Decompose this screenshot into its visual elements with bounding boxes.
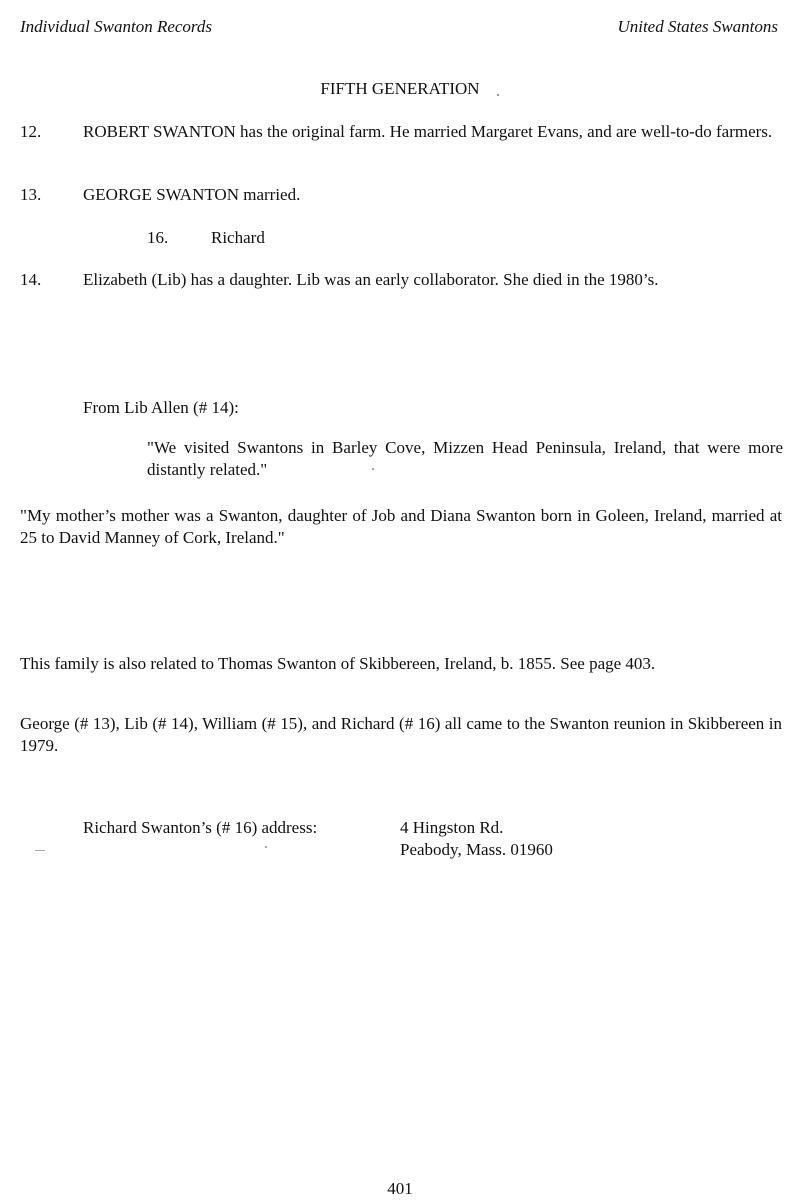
scan-speck: [35, 850, 45, 851]
entry-text: GEORGE SWANTON married.: [83, 185, 301, 204]
entry-number: 12.: [20, 122, 42, 141]
address-line-2: Peabody, Mass. 01960: [400, 840, 553, 859]
running-header-right: United States Swantons: [617, 17, 778, 36]
scan-speck: [497, 94, 499, 96]
child-number: 16.: [147, 228, 169, 247]
scan-speck: [372, 468, 374, 470]
running-header-left: Individual Swanton Records: [20, 17, 213, 36]
scan-speck: [265, 846, 267, 848]
entry-text: Elizabeth (Lib) has a daughter. Lib was an early collaborator. She died in the 1980’s.: [83, 270, 659, 289]
entry-text: ROBERT SWANTON has the original farm. He married Margaret Evans, and are well-to-do farmers.: [83, 122, 773, 141]
related-family-note: This family is also related to Thomas Swanton of Skibbereen, Ireland, b. 1855. See page 403.: [20, 654, 656, 673]
page-number: 401: [387, 1179, 413, 1198]
source-attribution: From Lib Allen (# 14):: [83, 398, 239, 417]
section-title: FIFTH GENERATION: [320, 79, 480, 98]
quote-mothers-mother: "My mother’s mother was a Swanton, daughter of Job and Diana Swanton born in Goleen, Ireland, married at 25 to David Manney of Cork, Ireland.": [20, 506, 782, 547]
child-name: Richard: [211, 228, 265, 247]
address-label: Richard Swanton’s (# 16) address:: [83, 818, 318, 837]
entry-number: 13.: [20, 185, 42, 204]
entry-number: 14.: [20, 270, 42, 289]
reunion-note: George (# 13), Lib (# 14), William (# 15), and Richard (# 16) all came to the Swanton reunion in Skibbereen in 1979.: [20, 714, 782, 755]
address-line-1: 4 Hingston Rd.: [400, 818, 504, 837]
quote-barley-cove: "We visited Swantons in Barley Cove, Mizzen Head Peninsula, Ireland, that were more distantly related.": [147, 438, 783, 479]
